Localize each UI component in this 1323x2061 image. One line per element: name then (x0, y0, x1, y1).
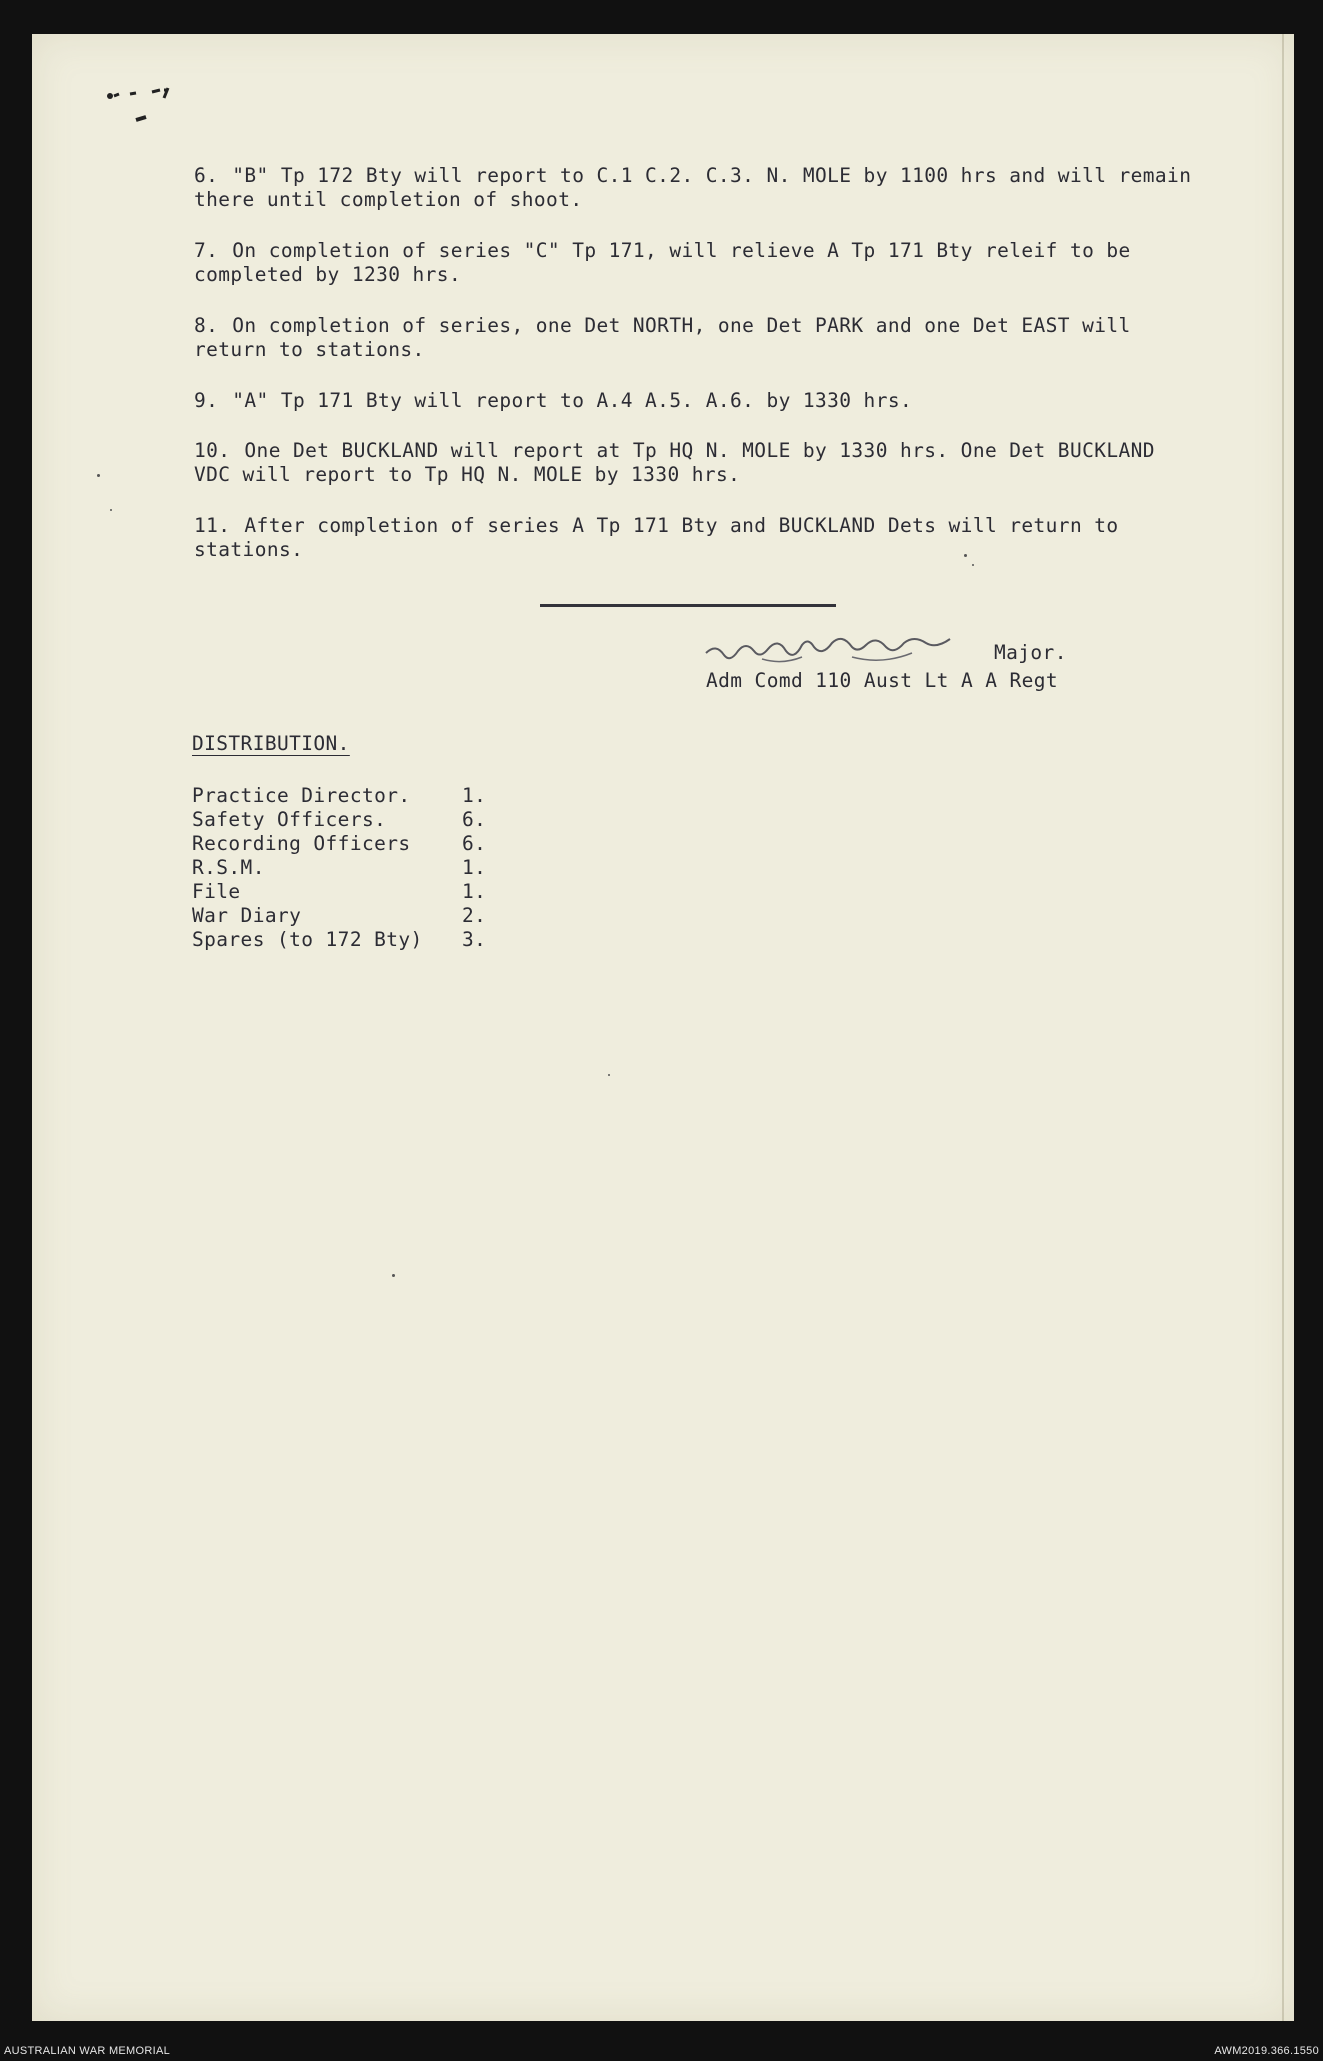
archive-credit: AUSTRALIAN WAR MEMORIAL (4, 2045, 171, 2057)
distribution-row (192, 880, 502, 904)
copy-count: 6. (462, 808, 487, 831)
recipient-name: R.S.M. (192, 856, 265, 879)
distribution-row (192, 832, 502, 856)
paragraph-text: "A" Tp 171 Bty will report to A.4 A.5. A.6. by 1330 hrs. (232, 389, 913, 412)
handwritten-signature (702, 629, 992, 669)
signature-block (672, 629, 1067, 699)
paragraph-8 (194, 314, 1194, 362)
signatory-appointment: Adm Comd 110 Aust Lt A A Regt (706, 669, 1059, 692)
copy-count: 2. (462, 904, 487, 927)
paragraph-6 (194, 164, 1194, 212)
paragraph-7 (194, 239, 1194, 287)
paragraph-number: 8. (194, 314, 219, 337)
copy-count: 1. (462, 880, 487, 903)
recipient-name: Spares (to 172 Bty) (192, 928, 423, 951)
signatory-rank: Major. (994, 641, 1067, 664)
paragraph-text: On completion of series "C" Tp 171, will relieve A Tp 171 Bty releif to be completed by 1230 hrs. (194, 239, 1131, 286)
copy-count: 3. (462, 928, 487, 951)
ink-marks (102, 84, 192, 144)
copy-count: 6. (462, 832, 487, 855)
paragraph-number: 11. (194, 514, 231, 537)
distribution-row (192, 856, 502, 880)
separator-rule (540, 604, 836, 607)
paragraph-11 (194, 514, 1194, 562)
paragraph-number: 7. (194, 239, 219, 262)
paragraph-number: 9. (194, 389, 219, 412)
recipient-name: War Diary (192, 904, 302, 927)
distribution-list (192, 784, 502, 952)
paragraph-text: One Det BUCKLAND will report at Tp HQ N. MOLE by 1330 hrs. One Det BUCKLAND VDC will report to Tp HQ N. MOLE by 1330 hrs. (194, 439, 1155, 486)
recipient-name: Safety Officers. (192, 808, 387, 831)
archive-reference: AWM2019.366.1550 (1214, 2045, 1319, 2057)
distribution-row (192, 928, 502, 952)
recipient-name: Recording Officers (192, 832, 411, 855)
paragraph-10 (194, 439, 1194, 487)
distribution-row (192, 904, 502, 928)
distribution-row (192, 808, 502, 832)
paragraph-text: On completion of series, one Det NORTH, one Det PARK and one Det EAST will return to stations. (194, 314, 1131, 361)
page-edge-shadow (1282, 34, 1284, 2021)
distribution-row (192, 784, 502, 808)
document-page (32, 34, 1294, 2021)
recipient-name: Practice Director. (192, 784, 411, 807)
paragraph-text: "B" Tp 172 Bty will report to C.1 C.2. C.3. N. MOLE by 1100 hrs and will remain there until completion of shoot. (194, 164, 1192, 211)
copy-count: 1. (462, 856, 487, 879)
paragraph-number: 10. (194, 439, 231, 462)
paragraph-number: 6. (194, 164, 219, 187)
paragraph-text: After completion of series A Tp 171 Bty and BUCKLAND Dets will return to stations. (194, 514, 1119, 561)
copy-count: 1. (462, 784, 487, 807)
recipient-name: File (192, 880, 241, 903)
paragraph-9 (194, 389, 1194, 413)
distribution-heading: DISTRIBUTION. (192, 732, 350, 755)
